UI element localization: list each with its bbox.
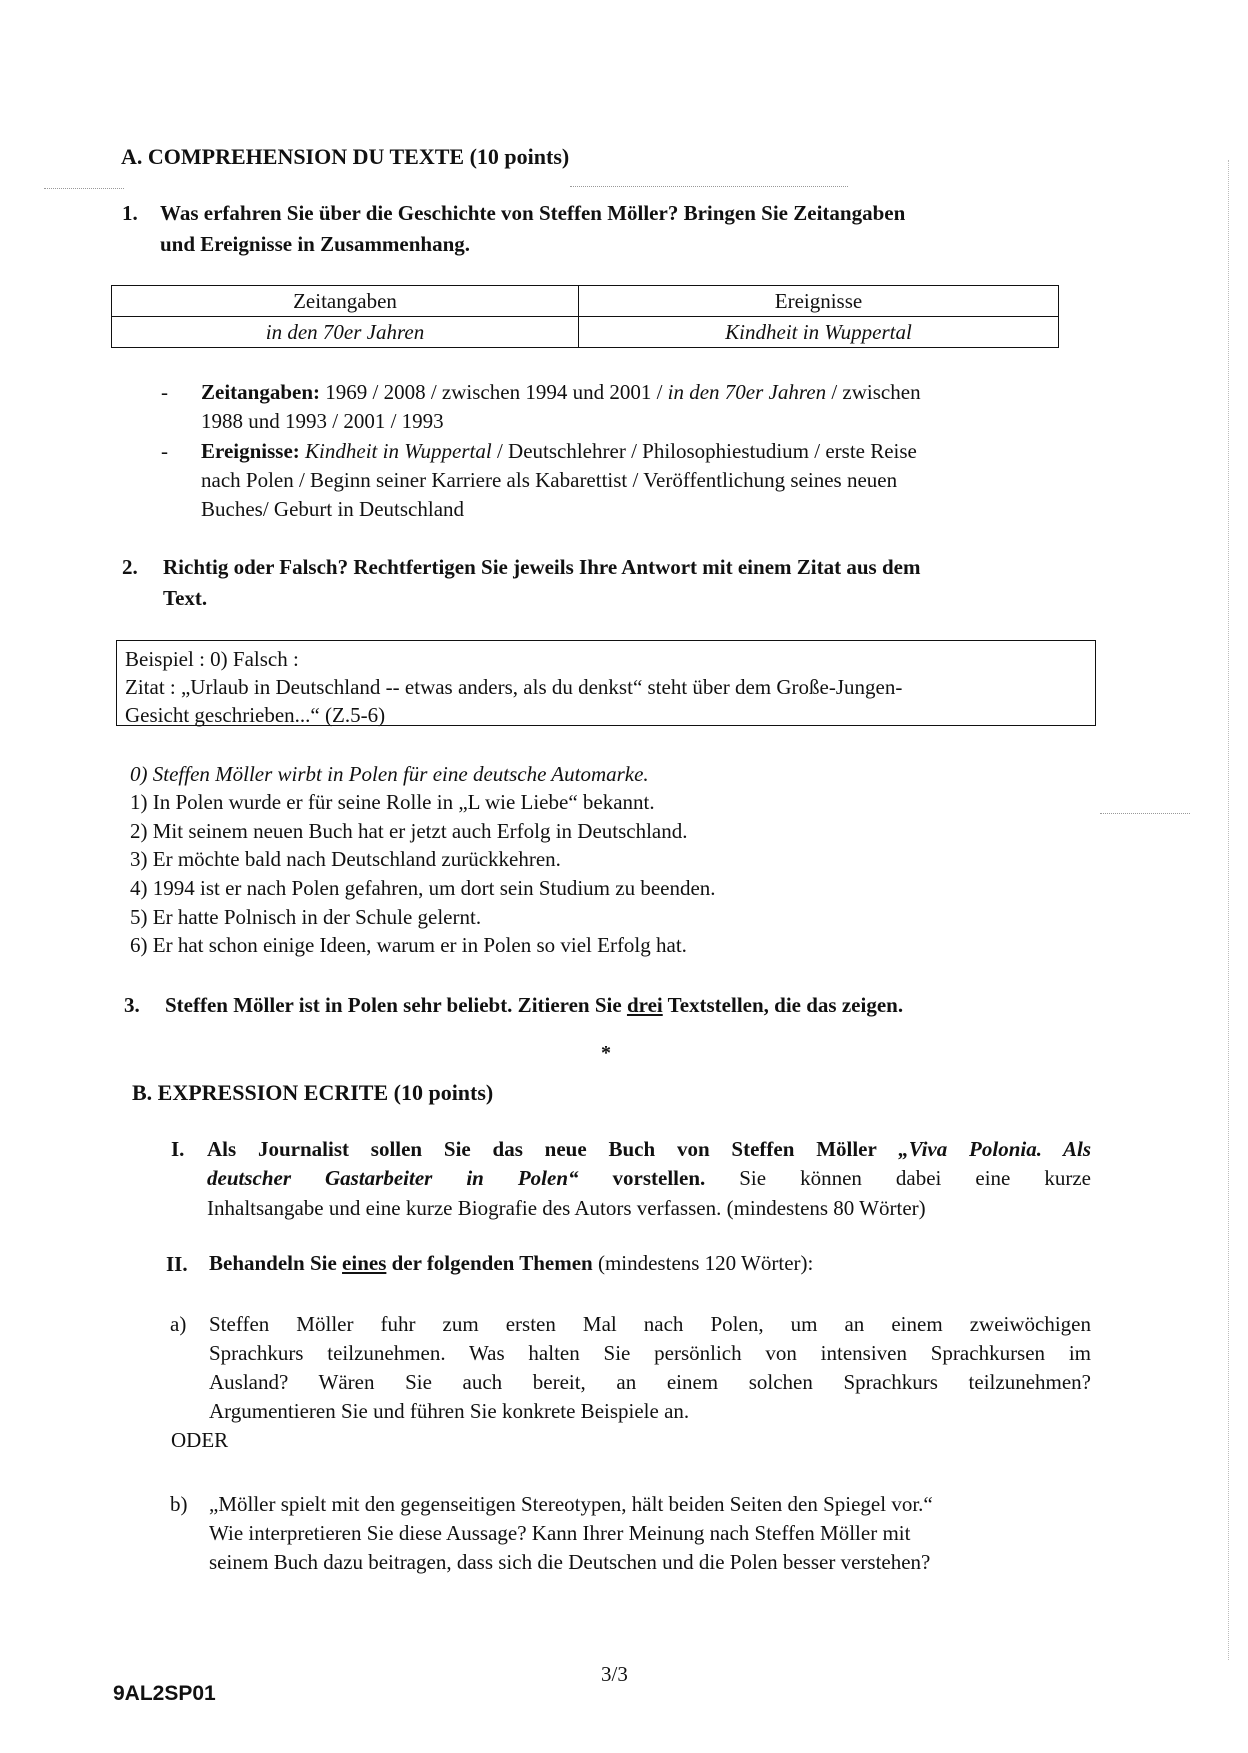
table-cell-ereignis: Kindheit in Wuppertal (579, 317, 1059, 348)
table-row (112, 317, 1059, 348)
bullet-zeitangaben-label: Zeitangaben: (201, 380, 321, 404)
option-a-line-4: Argumentieren Sie und führen Sie konkrete Beispiele an. (209, 1399, 690, 1423)
section-separator: * (601, 1042, 611, 1064)
task-2-text-c: (mindestens 120 Wörter): (597, 1251, 814, 1275)
task-2-text-a: Behandeln Sie (209, 1251, 337, 1275)
bullet-ereignisse-label: Ereignisse: (201, 439, 300, 463)
bullet-text: 1969 / 2008 / zwischen 1994 und 2001 / (325, 380, 663, 404)
example-line-3: Gesicht geschrieben...“ (Z.5-6) (125, 703, 386, 727)
timeline-table (111, 285, 1059, 348)
table-header-row (112, 286, 1059, 317)
table-header-zeitangaben: Zeitangaben (112, 286, 579, 317)
question-3-text-b: Textstellen, die das zeigen. (667, 993, 904, 1017)
table-header-ereignisse: Ereignisse (579, 286, 1059, 317)
bullet-marker: - (161, 439, 168, 463)
example-line-1: Beispiel : 0) Falsch : (125, 647, 299, 671)
task-1-book-title-cont: deutscher Gastarbeiter in Polen“ (207, 1166, 579, 1190)
section-b-heading: B. EXPRESSION ECRITE (10 points) (132, 1080, 494, 1105)
task-2-underlined: eines (342, 1251, 387, 1275)
document-code: 9AL2SP01 (113, 1682, 216, 1705)
statement-0: 0) Steffen Möller wirbt in Polen für eine deutsche Automarke. (130, 762, 649, 786)
example-line-2: Zitat : „Urlaub in Deutschland -- etwas anders, als du denkst“ steht über dem Große-Jungen- (125, 675, 903, 699)
task-1-text: Sie können dabei eine kurze (739, 1166, 1091, 1190)
option-b-line-3: seinem Buch dazu beitragen, dass sich die Deutschen und die Polen besser verstehen? (209, 1550, 931, 1574)
bullet-zeitangaben-line-2: 1988 und 1993 / 2001 / 1993 (201, 409, 444, 433)
scan-artifact-line (44, 188, 124, 189)
scan-artifact-line (1100, 813, 1190, 814)
task-1-number: I. (171, 1137, 185, 1161)
option-b-line-1: „Möller spielt mit den gegenseitigen Stereotypen, hält beiden Seiten den Spiegel vor.“ (209, 1492, 933, 1516)
oder-label: ODER (171, 1428, 229, 1452)
example-box (116, 640, 1096, 726)
table-cell-zeitangabe: in den 70er Jahren (112, 317, 579, 348)
question-2-number: 2. (122, 555, 138, 579)
task-2-number: II. (166, 1252, 188, 1276)
option-b-label: b) (170, 1492, 188, 1516)
page-number: 3/3 (601, 1662, 628, 1686)
bullet-text: / zwischen (831, 380, 921, 404)
option-a-line-3: Ausland? Wären Sie auch bereit, an einem solchen Sprachkurs teilzunehmen? (209, 1370, 1091, 1394)
question-1-line-2: und Ereignisse in Zusammenhang. (160, 232, 471, 256)
task-2-text-b: der folgenden Themen (391, 1251, 593, 1275)
statement-2: 2) Mit seinem neuen Buch hat er jetzt auch Erfolg in Deutschland. (130, 819, 688, 843)
bullet-marker: - (161, 380, 168, 404)
statement-4: 4) 1994 ist er nach Polen gefahren, um dort sein Studium zu beenden. (130, 876, 716, 900)
bullet-ereignisse-line-1 (201, 437, 917, 466)
task-2-text (209, 1249, 813, 1278)
task-1-line-1 (207, 1134, 1091, 1165)
task-1-book-title: „Viva Polonia. Als (898, 1137, 1091, 1161)
scan-artifact-line (570, 186, 848, 187)
question-2-line-2: Text. (163, 586, 208, 610)
question-2-line-1: Richtig oder Falsch? Rechtfertigen Sie jeweils Ihre Antwort mit einem Zitat aus dem (163, 555, 921, 579)
option-a-label: a) (170, 1312, 187, 1336)
question-3-text-a: Steffen Möller ist in Polen sehr beliebt. Zitieren Sie (165, 993, 622, 1017)
question-3-underlined: drei (626, 993, 663, 1017)
option-b-line-2: Wie interpretieren Sie diese Aussage? Kann Ihrer Meinung nach Steffen Möller mit (209, 1521, 911, 1545)
task-1-line-3: Inhaltsangabe und eine kurze Biografie des Autors verfassen. (mindestens 80 Wörter) (207, 1196, 926, 1220)
bullet-text: / Deutschlehrer / Philosophiestudium / erste Reise (496, 439, 917, 463)
statement-6: 6) Er hat schon einige Ideen, warum er in Polen so viel Erfolg hat. (130, 933, 687, 957)
bullet-text-italic: Kindheit in Wuppertal (305, 439, 492, 463)
task-1-text-bold: vorstellen. (612, 1166, 706, 1190)
bullet-text-italic: in den 70er Jahren (667, 380, 827, 404)
bullet-ereignisse-line-3: Buches/ Geburt in Deutschland (201, 497, 465, 521)
question-3-text (165, 990, 903, 1021)
option-a-line-2: Sprachkurs teilzunehmen. Was halten Sie persönlich von intensiven Sprachkursen im (209, 1341, 1091, 1365)
question-3-number: 3. (124, 993, 140, 1017)
statement-3: 3) Er möchte bald nach Deutschland zurückkehren. (130, 847, 561, 871)
statement-5: 5) Er hatte Polnisch in der Schule gelernt. (130, 905, 482, 929)
question-1-number: 1. (122, 201, 138, 225)
section-a-heading: A. COMPREHENSION DU TEXTE (10 points) (121, 144, 570, 169)
statement-1: 1) In Polen wurde er für seine Rolle in „L wie Liebe“ bekannt. (130, 790, 655, 814)
scan-edge-line (1228, 160, 1229, 1660)
bullet-ereignisse-line-2: nach Polen / Beginn seiner Karriere als Kabarettist / Veröffentlichung seines neuen (201, 468, 898, 492)
option-a-line-1: Steffen Möller fuhr zum ersten Mal nach Polen, um an einem zweiwöchigen (209, 1312, 1091, 1336)
question-1-line-1: Was erfahren Sie über die Geschichte von Steffen Möller? Bringen Sie Zeitangaben (160, 201, 906, 225)
bullet-zeitangaben-line-1 (201, 378, 921, 407)
task-1-text: Als Journalist sollen Sie das neue Buch von Steffen Möller (207, 1137, 877, 1161)
task-1-line-2 (207, 1164, 1091, 1193)
